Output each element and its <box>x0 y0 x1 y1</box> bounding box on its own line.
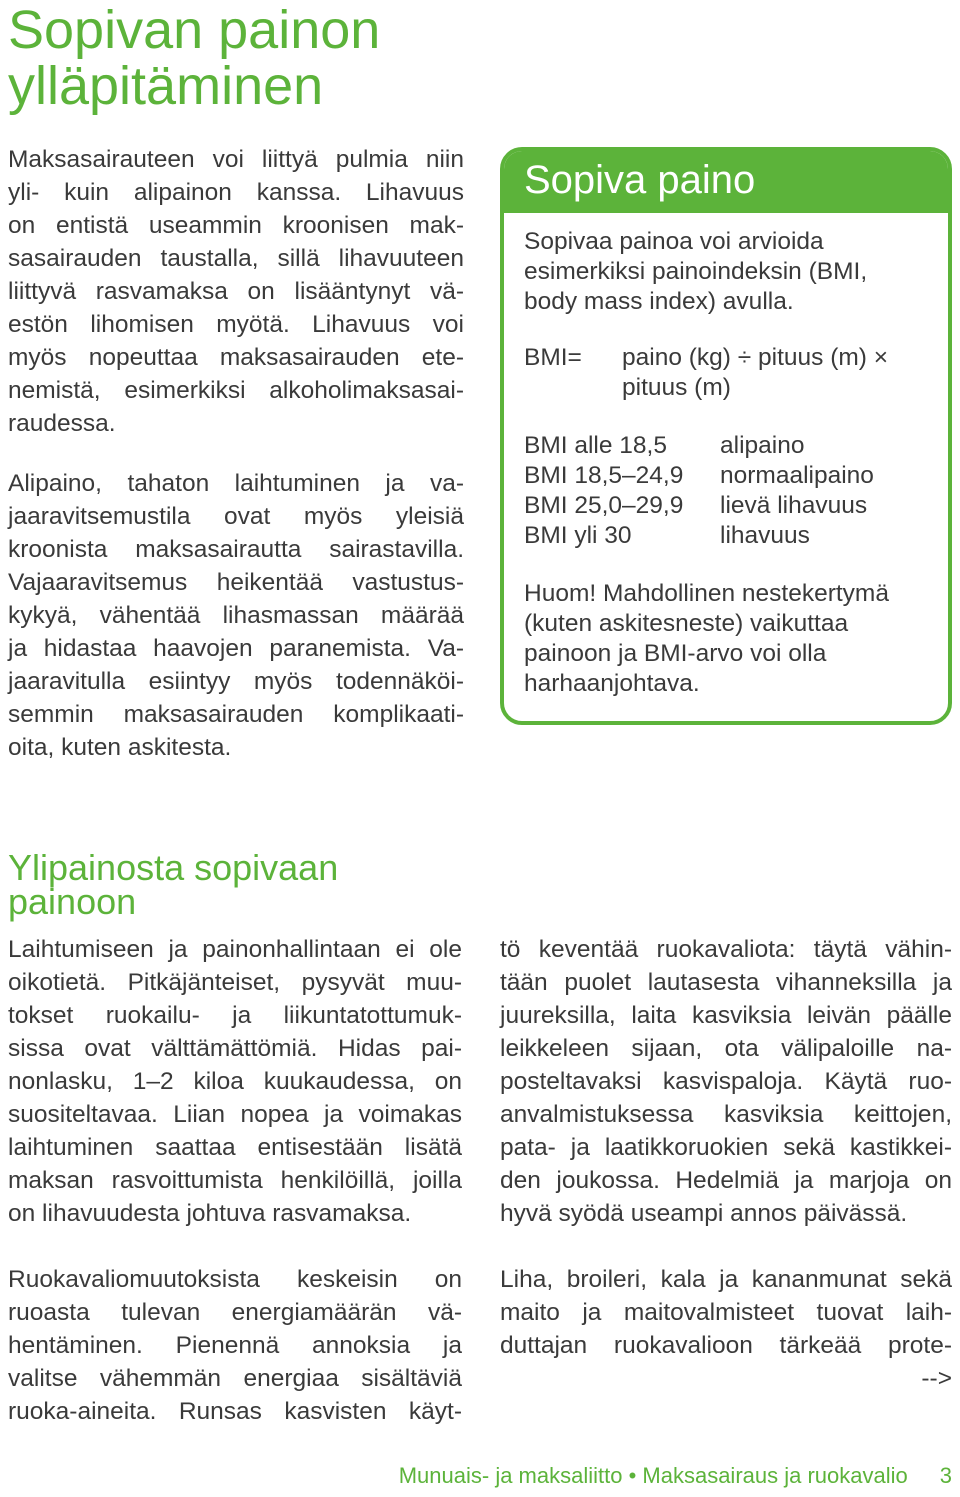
info-box-note <box>524 579 948 699</box>
text-line: suositeltavaa. Liian nopea ja voimakas <box>8 1101 462 1128</box>
intro-column <box>8 143 464 764</box>
text-line: body mass index) avulla. <box>524 288 794 315</box>
text-line: ruoasta tulevan energiamäärän vä- <box>8 1299 462 1326</box>
bmi-category: alipaino <box>720 432 805 459</box>
text-line: semmin maksasairauden komplikaati- <box>8 701 464 728</box>
text-line: Huom! Mahdollinen nestekertymä <box>524 580 889 607</box>
section-title-line: Ylipainosta sopivaan <box>8 847 339 888</box>
text-line: Alipaino, tahaton laihtuminen ja va- <box>8 470 464 497</box>
text-line: posteltavaksi kasvispaloja. Käytä ruo- <box>500 1068 952 1095</box>
bmi-table-row <box>524 491 948 521</box>
bmi-table-row <box>524 461 948 491</box>
bmi-category: normaalipaino <box>720 462 874 489</box>
text-line: jaaravitulla esiintyy myös todennäköi- <box>8 668 464 695</box>
text-line: oikotietä. Pitkäjänteiset, pysyvät muu- <box>8 969 462 996</box>
bmi-range: BMI 18,5–24,9 <box>524 462 684 489</box>
body-paragraph <box>8 933 462 1230</box>
page-number: 3 <box>939 1463 952 1488</box>
bmi-table-row <box>524 521 948 551</box>
text-line: duttajan ruokavalioon tärkeää prote- <box>500 1332 952 1359</box>
text-line: Liha, broileri, kala ja kananmunat sekä <box>500 1266 952 1293</box>
text-line: yli- kuin alipainon kanssa. Lihavuus <box>8 179 464 206</box>
bmi-range: BMI alle 18,5 <box>524 432 667 459</box>
bottom-left-column <box>8 933 462 1428</box>
info-box-body <box>504 213 948 699</box>
text-line: hyvä syödä useampi annos päivässä. <box>500 1200 908 1227</box>
info-box-intro <box>524 227 948 317</box>
text-line: pituus (m) <box>622 374 731 401</box>
bmi-table <box>524 431 948 551</box>
bmi-formula <box>524 343 948 403</box>
text-line: sissa ovat välttämättömiä. Hidas pai- <box>8 1035 462 1062</box>
text-line: (kuten askitesneste) vaikuttaa <box>524 610 849 637</box>
bmi-formula-label: BMI= <box>524 344 582 371</box>
text-line: tö keventää ruokavaliota: täytä vähin- <box>500 936 952 963</box>
text-line: hentäminen. Pienennä annoksia ja <box>8 1332 462 1359</box>
continue-arrow: --> <box>921 1365 952 1392</box>
body-paragraph <box>8 1263 462 1428</box>
text-line: on lihavuudesta johtuva rasvamaksa. <box>8 1200 412 1227</box>
text-line: maito ja maitovalmisteet tuovat laih- <box>500 1299 952 1326</box>
bmi-category: lievä lihavuus <box>720 492 868 519</box>
text-line: nonlasku, 1–2 kiloa kuukaudessa, on <box>8 1068 462 1095</box>
text-line: anvalmistuksessa kasviksia keittojen, <box>500 1101 952 1128</box>
paragraph-gap <box>500 1230 952 1263</box>
body-paragraph <box>500 1263 952 1395</box>
info-box-title: Sopiva paino <box>504 151 948 213</box>
section-title-line: painoon <box>8 881 137 922</box>
text-line: tokset ruokailu- ja liikuntatottumuk- <box>8 1002 462 1029</box>
text-line: ruoka-aineita. Runsas kasvisten käyt- <box>8 1398 462 1425</box>
text-line: sasairauden taustalla, sillä lihavuuteen <box>8 245 464 272</box>
text-line: estön lihomisen myötä. Lihavuus voi <box>8 311 464 338</box>
text-line: painoon ja BMI-arvo voi olla <box>524 640 827 667</box>
footer-text: Munuais- ja maksaliitto • Maksasairaus ja ruokavalio <box>398 1463 908 1488</box>
text-line: on entistä useammin kroonisen mak- <box>8 212 464 239</box>
bmi-range: BMI 25,0–29,9 <box>524 492 684 519</box>
bmi-table-row <box>524 431 948 461</box>
body-paragraph <box>500 933 952 1230</box>
text-line: juureksilla, laita kasviksia leivän päälle <box>500 1002 952 1029</box>
intro-paragraph <box>8 467 464 764</box>
intro-paragraph <box>8 143 464 440</box>
page-footer <box>0 1462 952 1490</box>
section-title <box>8 847 339 922</box>
paragraph-gap <box>8 1230 462 1263</box>
page-title-line: Sopivan painon <box>8 0 381 60</box>
text-line: valitse vähemmän energiaa sisältäviä <box>8 1365 462 1392</box>
paragraph-gap <box>8 440 464 467</box>
text-line: leikkeleen sijaan, ota välipaloille na- <box>500 1035 952 1062</box>
text-line: harhaanjohtava. <box>524 670 700 697</box>
text-line: pata- ja laatikkoruokien sekä kastikkei- <box>500 1134 952 1161</box>
text-line: Laihtumiseen ja painonhallintaan ei ole <box>8 936 462 963</box>
text-line: kykyä, vähentää lihasmassan määrää <box>8 602 464 629</box>
text-line: den joukossa. Hedelmiä ja marjoja on <box>500 1167 952 1194</box>
text-line: liittyvä rasvamaksa on lisääntynyt vä- <box>8 278 464 305</box>
text-line: kroonista maksasairautta sairastavilla. <box>8 536 464 563</box>
text-line: oita, kuten askitesta. <box>8 734 232 761</box>
text-line: paino (kg) ÷ pituus (m) × <box>622 344 889 371</box>
page-title <box>8 2 478 114</box>
text-line: Ruokavaliomuutoksista keskeisin on <box>8 1266 462 1293</box>
bmi-formula-expression <box>622 343 888 403</box>
text-line: raudessa. <box>8 410 116 437</box>
text-line: jaaravitsemustila ovat myös yleisiä <box>8 503 464 530</box>
bmi-range: BMI yli 30 <box>524 522 632 549</box>
bmi-category: lihavuus <box>720 522 810 549</box>
info-box <box>500 147 952 725</box>
text-line: esimerkiksi painoindeksin (BMI, <box>524 258 868 285</box>
text-line: myös nopeuttaa maksasairauden ete- <box>8 344 464 371</box>
text-line: laihtuminen saattaa entisestään lisätä <box>8 1134 462 1161</box>
text-line: Maksasairauteen voi liittyä pulmia niin <box>8 146 464 173</box>
text-line: nemistä, esimerkiksi alkoholimaksasai- <box>8 377 464 404</box>
text-line: maksan rasvoittumista henkilöillä, joilla <box>8 1167 462 1194</box>
page-title-line: ylläpitäminen <box>8 56 324 116</box>
text-line: ja hidastaa haavojen paranemista. Va- <box>8 635 464 662</box>
bottom-right-column <box>500 933 952 1395</box>
text-line: Vajaaravitsemus heikentää vastustus- <box>8 569 464 596</box>
text-line: tään puolet lautasesta vihanneksilla ja <box>500 969 952 996</box>
text-line: Sopivaa painoa voi arvioida <box>524 228 824 255</box>
